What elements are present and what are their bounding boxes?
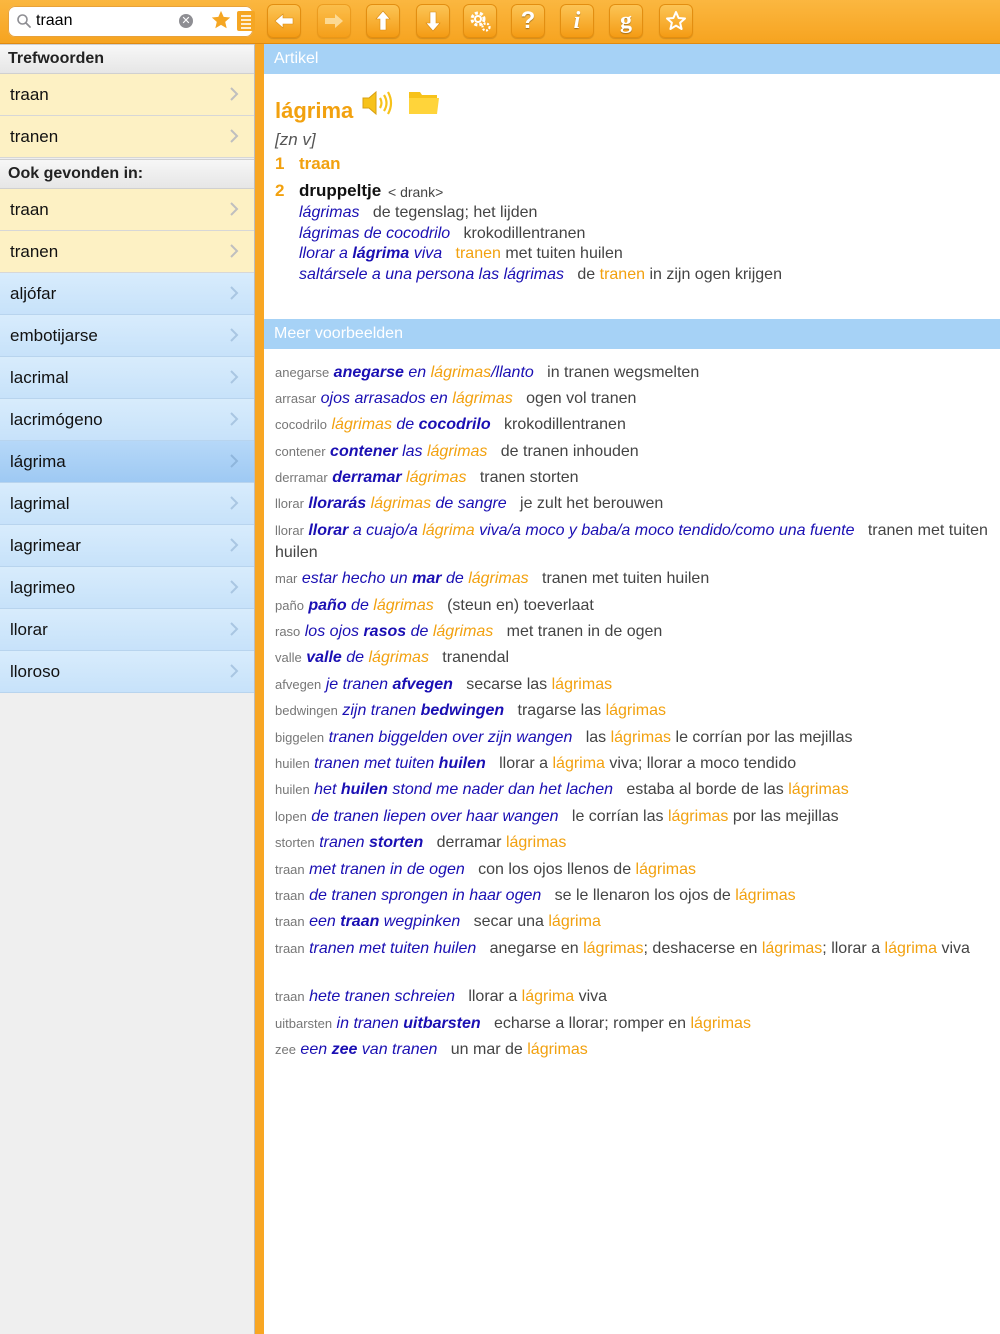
grammar-button[interactable]: [609, 4, 643, 38]
question-mark-icon: ?: [520, 7, 536, 34]
favorites-button[interactable]: [659, 4, 693, 38]
example-line: mar estar hecho un mar de lágrimas tranen met tuiten huilen: [275, 570, 710, 587]
chevron-right-icon: [229, 495, 239, 511]
example-line: uitbarsten in tranen uitbarsten echarse a llorar; romper en lágrimas: [275, 1015, 751, 1032]
chevron-right-icon: [229, 243, 239, 259]
example-line: zee een zee van tranen un mar de lágrimas: [275, 1041, 588, 1058]
example-line: paño paño de lágrimas (steun en) toeverlaat: [275, 597, 594, 614]
sense-number: 1: [275, 154, 285, 173]
list-item[interactable]: lacrimógeno: [0, 399, 254, 441]
example-line: lágrimas de tegenslag; het lijden: [299, 204, 538, 221]
list-item-selected[interactable]: lágrima: [0, 441, 254, 483]
search-box[interactable]: [8, 6, 253, 37]
chevron-right-icon: [229, 285, 239, 301]
splitter-bar[interactable]: [255, 44, 264, 1334]
chevron-right-icon: [229, 579, 239, 595]
chevron-right-icon: [229, 621, 239, 637]
example-line: arrasar ojos arrasados en lágrimas ogen vol tranen: [275, 390, 637, 407]
list-item[interactable]: tranen: [0, 231, 254, 273]
list-item[interactable]: tranen: [0, 116, 254, 158]
list-item[interactable]: lagrimear: [0, 525, 254, 567]
folder-icon[interactable]: [407, 88, 441, 118]
example-line: lopen de tranen liepen over haar wangen le corrían las lágrimas por las mejillas: [275, 808, 839, 825]
list-item[interactable]: lagrimal: [0, 483, 254, 525]
example-line: contener contener las lágrimas de tranen inhouden: [275, 443, 639, 460]
chevron-right-icon: [229, 453, 239, 469]
example-line: valle valle de lágrimas tranendal: [275, 649, 510, 666]
arrow-left-icon: [272, 9, 296, 33]
example-line: derramar derramar lágrimas tranen storten: [275, 469, 579, 486]
example-line: lágrimas de cocodrilo krokodillentranen: [299, 225, 586, 242]
info-button[interactable]: [560, 4, 594, 38]
example-line: afvegen je tranen afvegen secarse las lágrimas: [275, 676, 613, 693]
example-line: llorar llorar a cuajo/a lágrima viva/a moco y baba/a moco tendido/como una fuente tranen met tuiten huilen: [275, 522, 988, 561]
clear-search-icon[interactable]: ✕: [179, 14, 193, 28]
list-item[interactable]: aljófar: [0, 273, 254, 315]
back-button[interactable]: [267, 4, 301, 38]
arrow-up-icon: [371, 9, 395, 33]
more-examples-band: Meer voorbeelden: [264, 319, 1000, 349]
gears-icon: [468, 9, 492, 33]
list-item[interactable]: traan: [0, 74, 254, 116]
chevron-right-icon: [229, 369, 239, 385]
example-line: huilen het huilen stond me nader dan het lachen estaba al borde de las lágrimas: [275, 781, 849, 798]
favorite-star-icon[interactable]: [210, 9, 232, 31]
next-entry-button[interactable]: [416, 4, 450, 38]
article-band: Artikel: [264, 44, 1000, 74]
chevron-right-icon: [229, 327, 239, 343]
arrow-down-icon: [421, 9, 445, 33]
sense-note: < drank>: [388, 184, 444, 200]
example-line: bedwingen zijn tranen bedwingen tragarse las lágrimas: [275, 702, 667, 719]
toolbar: [0, 0, 1000, 44]
sense-translation[interactable]: traan: [299, 154, 341, 173]
chevron-right-icon: [229, 201, 239, 217]
example-line: traan een traan wegpinken secar una lágrima: [275, 913, 601, 930]
search-icon: [16, 13, 32, 29]
example-line: traan hete tranen schreien llorar a lágrima viva: [275, 988, 608, 1005]
chevron-right-icon: [229, 663, 239, 679]
sidebar: [0, 44, 254, 1334]
example-line: traan de tranen sprongen in haar ogen se le llenaron los ojos de lágrimas: [275, 887, 796, 904]
headword: lágrima: [275, 98, 354, 123]
list-item[interactable]: traan: [0, 189, 254, 231]
article-pane: [264, 44, 1000, 1334]
star-outline-icon: [664, 9, 688, 33]
list-item[interactable]: lloroso: [0, 651, 254, 693]
example-line: storten tranen storten derramar lágrimas: [275, 834, 567, 851]
example-line: cocodrilo lágrimas de cocodrilo krokodillentranen: [275, 416, 626, 433]
settings-button[interactable]: [463, 4, 497, 38]
part-of-speech: [zn v]: [275, 130, 316, 149]
chevron-right-icon: [229, 411, 239, 427]
previous-entry-button[interactable]: [366, 4, 400, 38]
list-item[interactable]: llorar: [0, 609, 254, 651]
forward-button[interactable]: [317, 4, 351, 38]
example-line: llorar a lágrima viva tranen met tuiten huilen: [299, 245, 623, 262]
example-line: traan met tranen in de ogen con los ojos llenos de lágrimas: [275, 861, 697, 878]
list-item[interactable]: lacrimal: [0, 357, 254, 399]
example-line: raso los ojos rasos de lágrimas met tranen in de ogen: [275, 623, 663, 640]
list-item[interactable]: embotijarse: [0, 315, 254, 357]
example-line: llorar llorarás lágrimas de sangre je zult het berouwen: [275, 495, 664, 512]
chevron-right-icon: [229, 537, 239, 553]
info-icon: i: [573, 8, 581, 34]
sense-number: 2: [275, 181, 285, 200]
example-line: saltársele a una persona las lágrimas de tranen in zijn ogen krijgen: [299, 266, 782, 283]
chevron-right-icon: [229, 86, 239, 102]
chevron-right-icon: [229, 128, 239, 144]
grammar-g-icon: g: [620, 8, 632, 34]
list-icon[interactable]: [236, 10, 256, 32]
example-line: anegarse anegarse en lágrimas/llanto in tranen wegsmelten: [275, 364, 700, 381]
example-line: huilen tranen met tuiten huilen llorar a lágrima viva; llorar a moco tendido: [275, 755, 797, 772]
arrow-right-icon: [322, 9, 346, 33]
speaker-icon[interactable]: [360, 88, 394, 118]
keywords-header: Trefwoorden: [0, 44, 254, 74]
list-item[interactable]: lagrimeo: [0, 567, 254, 609]
help-button[interactable]: [511, 4, 545, 38]
example-line: biggelen tranen biggelden over zijn wangen las lágrimas le corrían por las mejillas: [275, 729, 853, 746]
sense-translation: druppeltje: [299, 181, 382, 200]
example-line: traan tranen met tuiten huilen anegarse en lágrimas; deshacerse en lágrimas; llorar a lágrima viva: [275, 940, 970, 957]
search-input[interactable]: [36, 10, 176, 32]
also-found-header: Ook gevonden in:: [0, 159, 254, 189]
